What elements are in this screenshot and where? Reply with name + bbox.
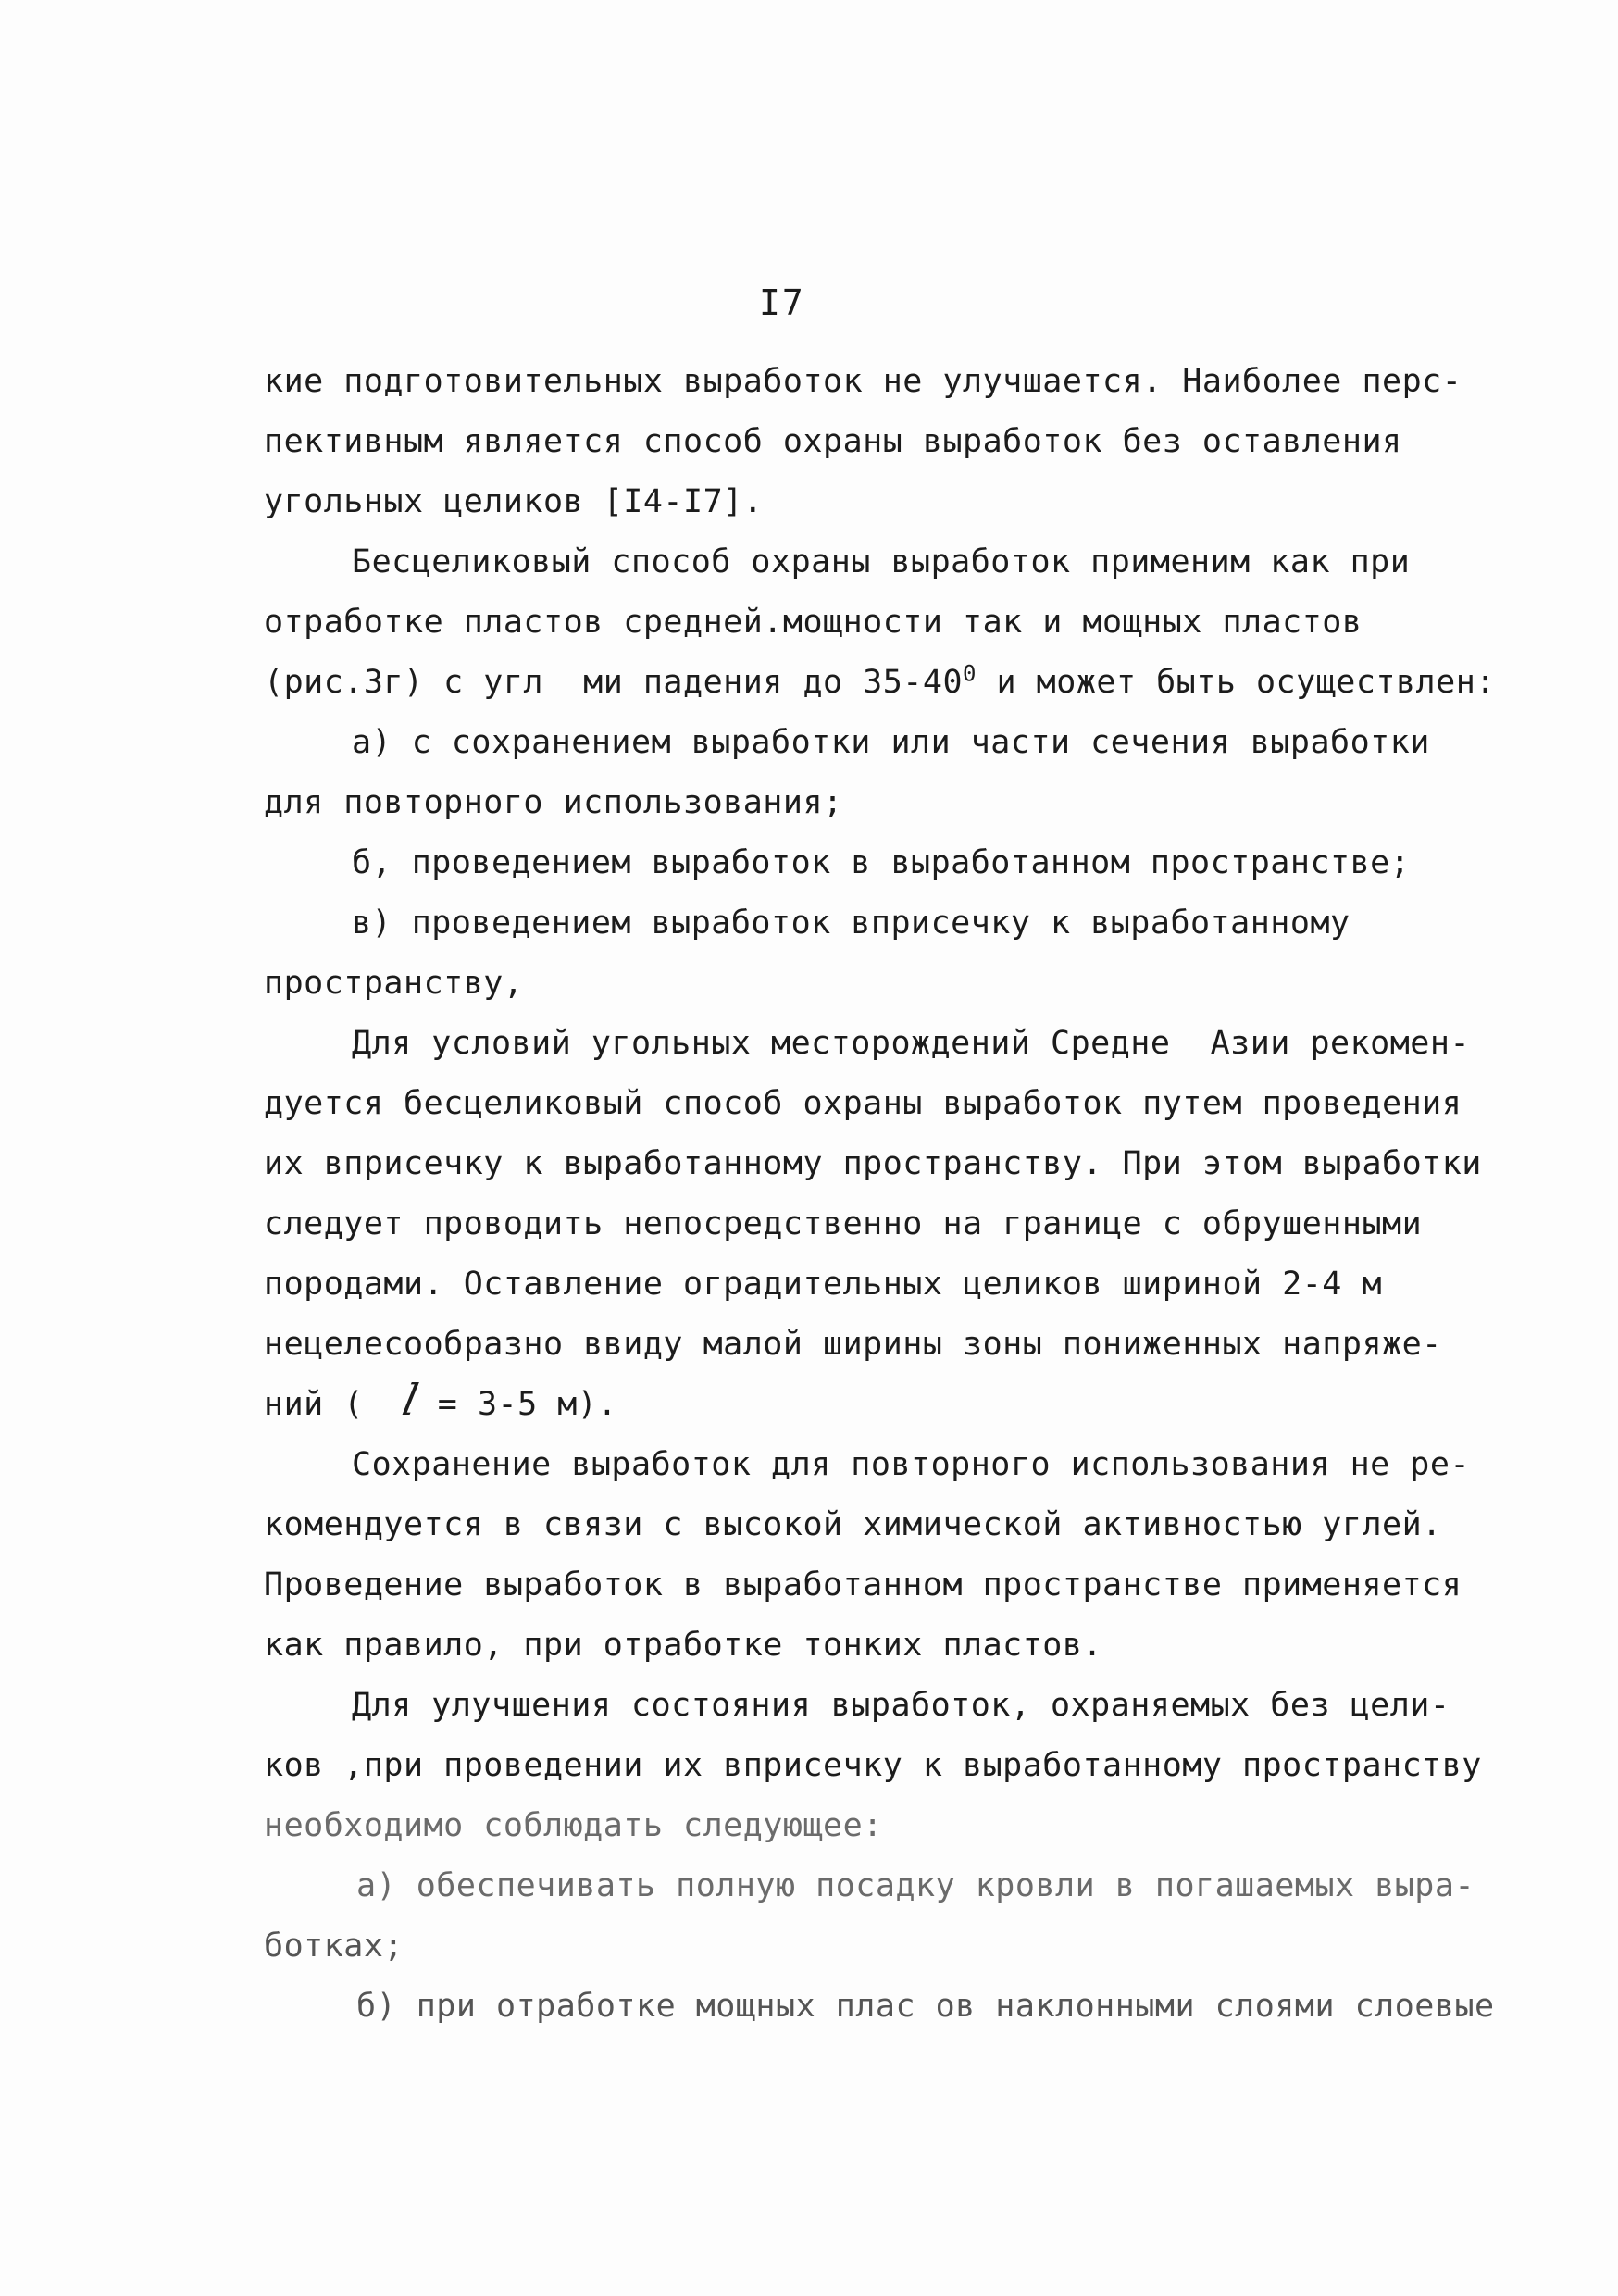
list-item-b: б) при отработке мощных плас ов наклонными слоями слоевые — [356, 1988, 1495, 2025]
text-line: Сохранение выработок для повторного использования не ре- — [352, 1446, 1471, 1483]
text-line: Бесцеликовый способ охраны выработок применим как при — [352, 543, 1411, 580]
text-line-part: ний ( — [264, 1386, 404, 1423]
text-line: как правило, при отработке тонких пластов. — [264, 1627, 1103, 1664]
list-item-a: а) с сохранением выработки или части сечения выработки — [352, 724, 1430, 761]
text-line: Для условий угольных месторождений Средне Азии рекомен- — [352, 1025, 1471, 1062]
text-line: пективным является способ охраны выработок без оставления — [264, 423, 1402, 460]
text-line: Проведение выработок в выработанном пространстве применяется — [264, 1566, 1462, 1603]
text-line: комендуется в связи с высокой химической активностью углей. — [264, 1506, 1442, 1543]
text-line: отработке пластов средней.мощности так и мощных пластов — [264, 604, 1363, 641]
list-item-a: а) обеспечивать полную посадку кровли в погашаемых выра- — [356, 1867, 1475, 1904]
text-line: нецелесообразно ввиду малой ширины зоны пониженных напряже- — [264, 1326, 1442, 1363]
text-line: пространству, — [264, 965, 524, 1002]
body-text — [264, 352, 1496, 2037]
text-line: породами. Оставление оградительных целиков шириной 2-4 м — [264, 1266, 1383, 1303]
degree-superscript: 0 — [963, 660, 977, 687]
list-item-c: в) проведением выработок вприсечку к выработанному — [352, 905, 1350, 942]
text-line-part: и может быть осуществлен: — [976, 664, 1496, 701]
text-line-part: = 3-5 м). — [417, 1386, 617, 1423]
text-line: дуется бесцеликовый способ охраны выработок путем проведения — [264, 1085, 1462, 1122]
text-line-part: (рис.3г) с угл ми падения до 35-40 — [264, 664, 964, 701]
text-line: их вприсечку к выработанному пространству. При этом выработки — [264, 1145, 1482, 1182]
text-line: ботках; — [264, 1928, 404, 1965]
text-line: ков ,при проведении их вприсечку к выработанному пространству — [264, 1747, 1482, 1784]
page-number: I7 — [759, 282, 805, 323]
text-line: необходимо соблюдать следующее: — [264, 1807, 883, 1844]
text-line: кие подготовительных выработок не улучшается. Наиболее перс- — [264, 363, 1462, 400]
text-line: угольных целиков [I4-I7]. — [264, 483, 764, 520]
text-line — [264, 653, 1496, 713]
list-item-b: б, проведением выработок в выработанном пространстве; — [352, 844, 1411, 881]
text-line: следует проводить непосредственно на границе с обрушенными — [264, 1205, 1423, 1242]
text-line: ний ( l = 3-5 м). — [264, 1375, 617, 1425]
text-line: Для улучшения состояния выработок, охраняемых без цели- — [352, 1687, 1450, 1724]
text-line: для повторного использования; — [264, 784, 843, 821]
